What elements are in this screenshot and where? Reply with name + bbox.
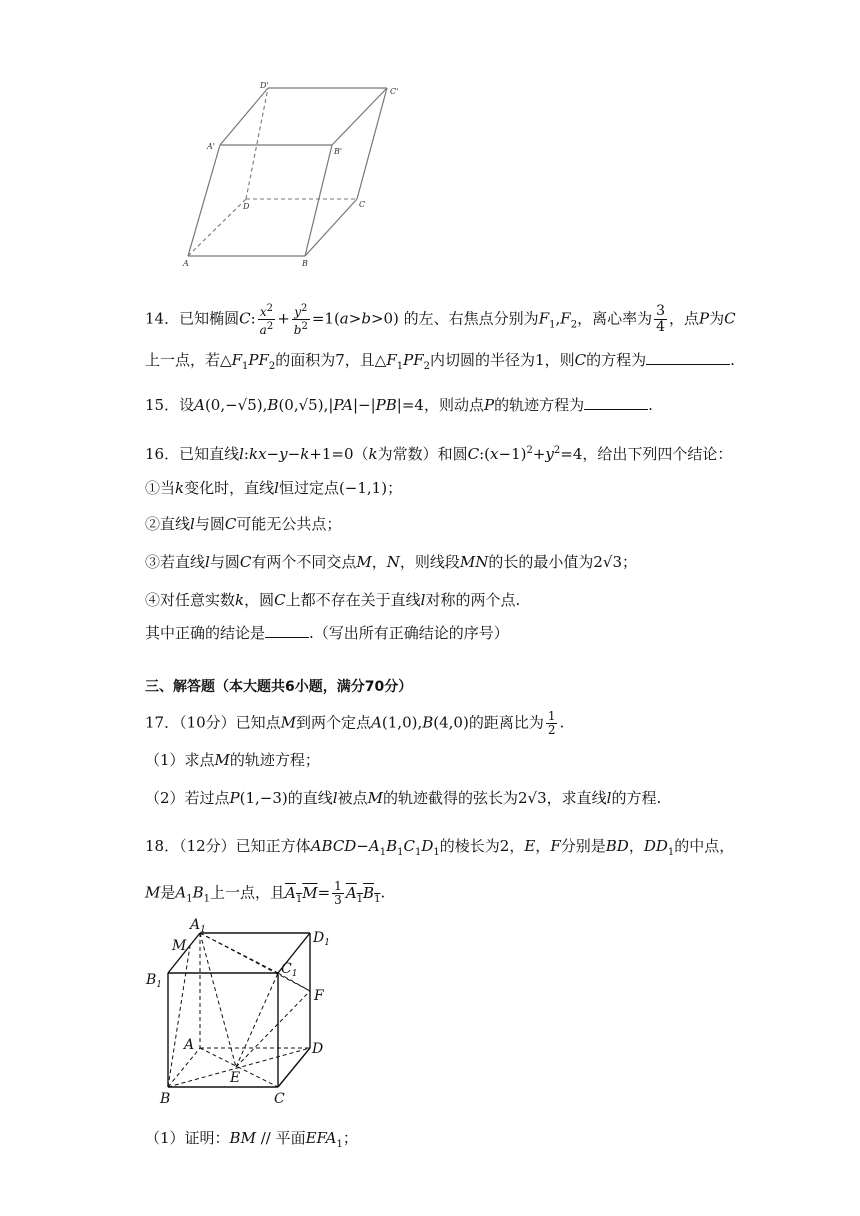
question-16-number: 16． (145, 445, 180, 463)
vertex-label-c1: C' (390, 87, 399, 96)
question-16-conclusion-2: ②直线l与圆C可能无公共点； (145, 515, 342, 533)
q14-text: 的方程为 (586, 351, 647, 369)
answer-blank-14[interactable] (646, 350, 730, 365)
question-18: 18．（12分）已知正方体$ABCD-A_1B_1C_1D_1$的棱长为2，E，F分别是BD，$DD_1$的中点， (145, 837, 735, 858)
vertex-label-a: A (183, 259, 189, 268)
q18-text: （1）证明： (145, 1129, 230, 1147)
question-18-line-2: M是$A_1B_1$上一点，且$A_1M=$ $\frac{1}{3}$ $A_1B_1$. (145, 879, 386, 907)
q14-text: 的左、右焦点分别为 (403, 309, 539, 328)
question-17-part-1: （1）求点M的轨迹方程； (145, 751, 320, 769)
q16-text: ②直线 (145, 515, 191, 533)
q16-text: 的长的最小值为 (488, 553, 594, 571)
question-16: 16．已知直线l:kx−y−k+1=0（k为常数）和圆$C:(x-1)^2+y^2=4$，给出下列四个结论： (145, 445, 733, 463)
q15-text: ，则动点 (423, 396, 484, 414)
q16-text: （ (353, 445, 369, 463)
q14-text: 的面积为7，且 (275, 351, 375, 369)
vertex-label-c1: $C_1$ (281, 961, 298, 979)
q17-text: 17．（10分）已知点 (145, 713, 281, 732)
vertex-label-d1: $D_1$ (313, 930, 330, 948)
question-17-part-2: （2）若过点P(1,−3)的直线l被点M的轨迹截得的弦长为2√3，求直线l的方程. (145, 789, 662, 807)
q14-text: ，离心率为 (577, 309, 653, 328)
q16-text: ④对任意实数 (145, 591, 236, 609)
question-14-line-2: 上一点，若$\triangle F_1PF_2$的面积为7，且$\triangle F_1PF_2$内切圆的半径为1，则C的方程为 . (145, 351, 735, 372)
question-16-conclusion-1: ①当k变化时，直线l恒过定点(−1,1)； (145, 479, 403, 497)
q15-text: . (648, 396, 653, 414)
q17-text: 的距离比为 (468, 713, 544, 732)
section-heading: 三、解答题（本大题共6小题，满分70分） (145, 679, 413, 695)
q16-text: 上都不存在关于直线 (285, 591, 421, 609)
q17-text: 到两个定点 (296, 713, 372, 732)
q16-text: ，圆 (244, 591, 275, 609)
q17-text: 被点 (337, 789, 368, 807)
q16-text: ； (622, 553, 638, 571)
q16-text: ③若直线 (145, 553, 206, 571)
vertex-label-c: C (359, 200, 366, 209)
cube-figure (138, 915, 353, 1110)
vertex-label-b1: B' (334, 147, 343, 156)
q17-text: 的轨迹截得的弦长为 (382, 789, 518, 807)
q16-text: 与圆 (209, 553, 240, 571)
q18-text: 是 (160, 883, 176, 902)
q17-text: 的直线 (287, 789, 333, 807)
q18-text: 18．（12分）已知正方体 (145, 837, 311, 855)
vertex-label-a1: $A_1$ (190, 917, 206, 935)
q14-text: ，点 (669, 309, 700, 328)
question-14-number: 14． (145, 309, 180, 328)
q18-text: ， (628, 837, 644, 855)
question-14-line-1: 14．已知椭圆C: $\frac{x^2}{a^2}$ + $\frac{y^2}{b^2}$ =1(a>b>0) 的左、右焦点分别为$F_1,F_2$，离心率为 $\frac{3}{4}$ ，点P为C (145, 303, 736, 337)
q15-text: 的轨迹方程为 (494, 396, 585, 414)
vertex-label-a: A (184, 1037, 195, 1053)
q18-text: ， (535, 837, 551, 855)
q16-text: 已知直线 (179, 445, 240, 463)
parallelepiped-figure (180, 78, 410, 273)
vertex-label-e: E (230, 1070, 241, 1086)
q16-text: 有两个不同交点 (251, 553, 357, 571)
vertex-label-b1: $B_1$ (146, 972, 163, 990)
question-15: 15．设A(0,−√5),B(0,√5),|PA|−|PB|=4，则动点P的轨迹方程为 . (145, 396, 653, 414)
q14-text: 上一点，若 (145, 351, 221, 369)
q17-text: （1）求点 (145, 751, 215, 769)
question-17: 17．（10分）已知点M到两个定点A(1,0),B(4,0)的距离比为 $\frac{1}{2}$ . (145, 709, 565, 737)
vertex-label-f: F (314, 988, 324, 1004)
q16-text: 与圆 (194, 515, 225, 533)
q16-text: ①当 (145, 479, 176, 497)
q14-text: 内切圆的半径为1，则 (430, 351, 575, 369)
q18-text: // 平面 (255, 1129, 306, 1147)
q17-text: ，求直线 (546, 789, 607, 807)
q17-text: （2）若过点 (145, 789, 230, 807)
vertex-label-a1: A' (207, 142, 215, 151)
q16-text: ，则线段 (399, 553, 460, 571)
question-16-ask (145, 623, 509, 643)
q18-text: 分别是 (560, 837, 606, 855)
q16-text: 变化时，直线 (184, 479, 275, 497)
q16-text: 对称的两个点. (425, 591, 521, 609)
q16-text: 恒过定点 (278, 479, 339, 497)
q15-text: 设 (179, 396, 195, 414)
vertex-label-m: M (172, 938, 187, 954)
question-16-conclusion-4: ④对任意实数k，圆C上都不存在关于直线l对称的两个点. (145, 591, 521, 609)
q14-text: 已知椭圆 (179, 309, 240, 328)
vertex-label-d1: D' (260, 81, 269, 90)
q18-text: . (380, 883, 386, 902)
q16-text: ，给出下列四个结论： (582, 445, 733, 463)
question-16-conclusion-3: ③若直线l与圆C有两个不同交点M，N，则线段MN的长的最小值为2√3； (145, 553, 638, 571)
q14-text: 为 (709, 309, 725, 328)
q16-text: 为常数）和圆 (377, 445, 468, 463)
q17-text: 的轨迹方程； (229, 751, 320, 769)
vertex-label-c: C (274, 1091, 285, 1107)
vertex-label-d: D (312, 1041, 324, 1057)
q16-text: .（写出所有正确结论的序号） (309, 624, 509, 642)
q17-text: . (559, 713, 565, 732)
q18-text: ； (342, 1129, 358, 1147)
q16-text: 其中正确的结论是 (145, 624, 266, 642)
question-15-number: 15． (145, 396, 180, 414)
q14-text: . (730, 351, 735, 369)
q16-text: ， (371, 553, 387, 571)
vertex-label-d: D (243, 202, 250, 211)
q18-text: 上一点，且 (210, 883, 286, 902)
q16-text: 可能无公共点； (236, 515, 342, 533)
answer-blank-15[interactable] (584, 395, 648, 410)
answer-blank-16[interactable] (265, 623, 309, 638)
q16-text: ； (387, 479, 403, 497)
q18-text: 的中点， (674, 837, 735, 855)
question-18-part-1: （1）证明：BM // 平面$EFA_1$； (145, 1129, 358, 1150)
vertex-label-b: B (160, 1091, 171, 1107)
q18-text: 的棱长为2， (439, 837, 525, 855)
vertex-label-b: B (302, 259, 308, 268)
q17-text: 的方程. (611, 789, 662, 807)
